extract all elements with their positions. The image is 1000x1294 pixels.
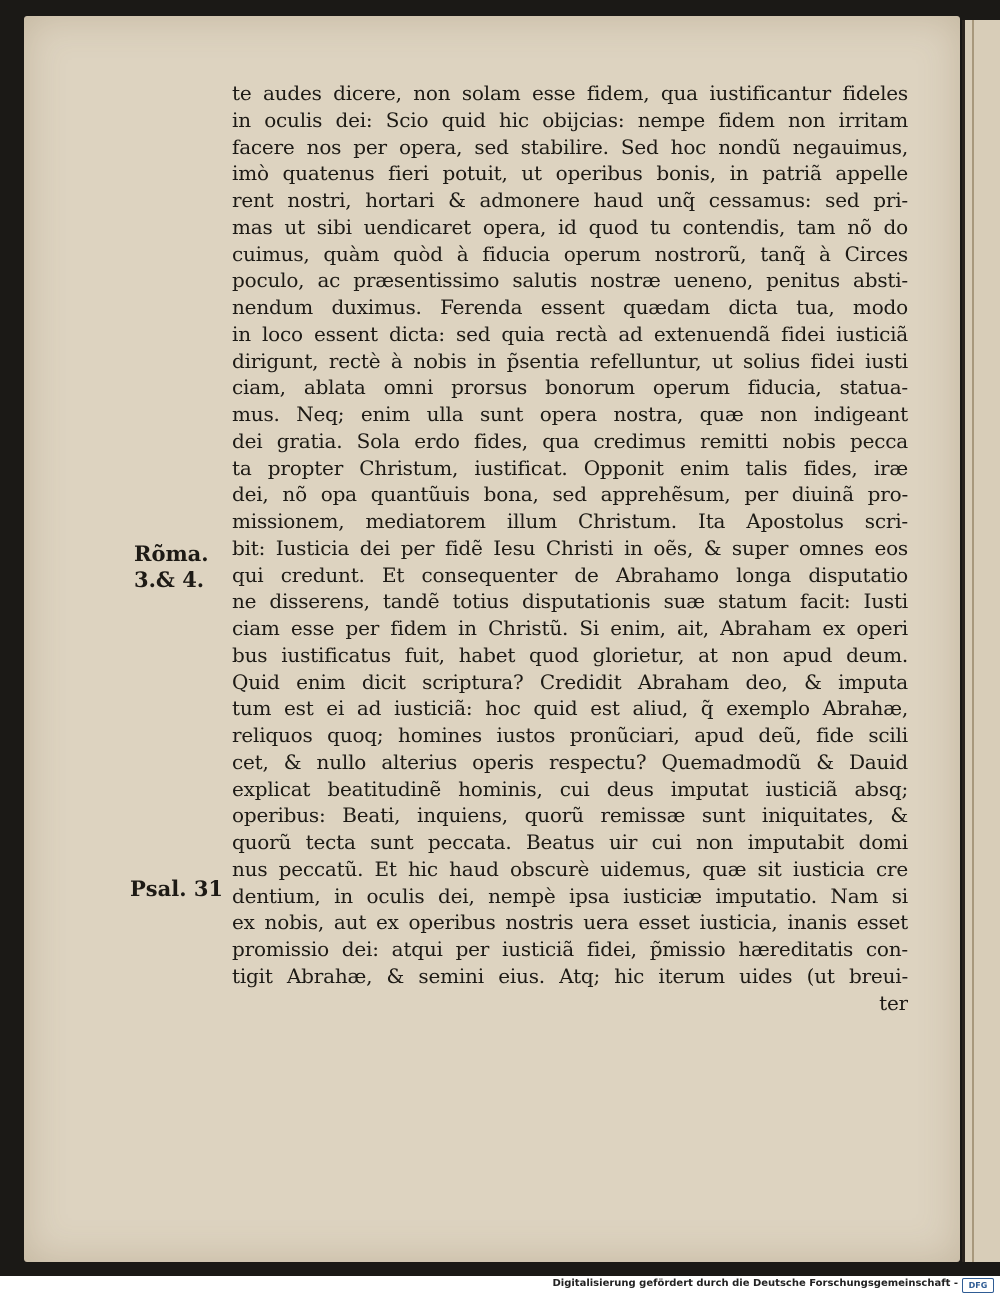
margin-note-romans-line-2: 3.& 4. [134,567,205,592]
text-line: cet, & nullo alterius operis respectu? Quemadmodũ & Dauid [232,749,908,774]
text-line: quorũ tecta sunt peccata. Beatus uir cui non imputabit domi [232,830,908,854]
text-line: reliquos quoq; homines iustos pronũciari, apud deũ, fide scili [232,723,908,747]
page-fold-line [972,20,974,1262]
text-line: nus peccatũ. Et hic haud obscurè uidemus, quæ sit iusticia cre [232,856,908,881]
text-line: rent nostri, hortari & admonere haud unq̃ cessamus: sed pri- [232,188,908,212]
footer-bar [0,1276,1000,1294]
margin-note-romans [134,541,209,593]
text-line: promissio dei: atqui per iusticiã fidei, p̃missio hæreditatis con- [232,937,908,961]
text-line: ciam esse per fidem in Christũ. Si enim, ait, Abraham ex operi [232,616,908,640]
text-line: mus. Neq; enim ulla sunt opera nostra, quæ non indigeant [232,402,908,426]
text-line: poculo, ac præsentissimo salutis nostræ ueneno, penitus absti- [232,268,908,293]
text-line: imò quatenus fieri potuit, ut operibus bonis, in patriã appelle [232,161,908,186]
margin-note-psalm: Psal. 31 [130,876,224,901]
text-line: dei gratia. Sola erdo fides, qua credimus remitti nobis pecca [232,428,908,453]
text-line: tum est ei ad iusticiã: hoc quid est aliud, q̃ exemplo Abrahæ, [232,696,908,721]
funding-credit: Digitalisierung gefördert durch die Deutsche Forschungsgemeinschaft - [552,1278,958,1289]
text-line: in oculis dei: Scio quid hic obijcias: nempe fidem non irritam [232,107,908,132]
text-line: ne disserens, tandẽ totius disputationis suæ statum facit: Iusti [232,589,908,614]
text-line: cuimus, quàm quòd à fiducia operum nostrorũ, tanq̃ à Circes [232,241,908,266]
main-text-block [232,80,908,1016]
dfg-logo: DFG [962,1278,994,1293]
text-line: explicat beatitudinẽ hominis, cui deus imputat iusticiã absq; [232,776,908,801]
text-line: missionem, mediatorem illum Christum. Ita Apostolus scri- [232,509,908,533]
facing-page-edge [962,20,1000,1262]
text-line: in loco essent dicta: sed quia rectà ad extenuendã fidei iusticiã [232,321,908,346]
text-line: te audes dicere, non solam esse fidem, qua iustificantur fideles [232,81,908,105]
text-line: qui credunt. Et consequenter de Abrahamo longa disputatio [232,562,908,587]
text-line: nendum duximus. Ferenda essent quædam dicta tua, modo [232,295,908,319]
text-line: ta propter Christum, iustificat. Opponit enim talis fides, iræ [232,455,908,480]
text-line: facere nos per opera, sed stabilire. Sed hoc nondũ negauimus, [232,134,908,159]
text-line: ter [879,990,908,1015]
text-line: ex nobis, aut ex operibus nostris uera esset iusticia, inanis esset [232,910,908,935]
text-line: Quid enim dicit scriptura? Credidit Abraham deo, & imputa [232,669,908,694]
text-line: dei, nõ opa quantũuis bona, sed apprehẽsum, per diuinã pro- [232,482,908,507]
text-line: bus iustificatus fuit, habet quod glorietur, at non apud deum. [232,642,908,667]
text-line: mas ut sibi uendicaret opera, id quod tu contendis, tam nõ do [232,214,908,239]
text-line: ciam, ablata omni prorsus bonorum operum fiducia, statua- [232,375,908,400]
text-line: dirigunt, rectè à nobis in p̃sentia refelluntur, ut solius fidei iusti [232,348,908,373]
margin-note-romans-line-1: Rõma. [134,541,209,566]
text-line: bit: Iusticia dei per fidẽ Iesu Christi in oẽs, & super omnes eos [232,535,908,560]
text-line: tigit Abrahæ, & semini eius. Atq; hic iterum uides (ut breui- [232,963,908,988]
text-line: dentium, in oculis dei, nempè ipsa iusticiæ imputatio. Nam si [232,883,908,908]
text-line: operibus: Beati, inquiens, quorũ remissæ sunt iniquitates, & [232,803,908,828]
